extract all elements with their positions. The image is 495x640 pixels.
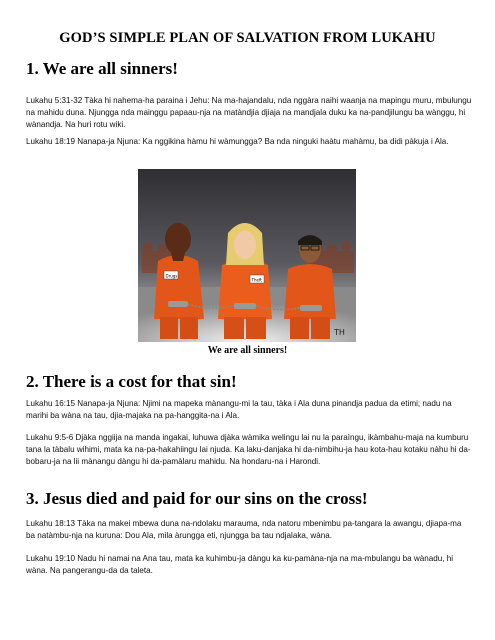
section-2-heading: 2. There is a cost for that sin! — [26, 372, 237, 391]
svg-text:Theft: Theft — [251, 277, 262, 283]
section-1-heading: 1. We are all sinners! — [26, 59, 178, 78]
section-1-paragraph-2: Lukahu 18:19 Nanapa-ja Njuna: Ka nggikina hàmu hi wàmungga? Ba nda ninguki haàtu mahàmu, ba didi pàkuja i Ala. — [26, 137, 449, 146]
section-3-heading: 3. Jesus died and paid for our sins on the cross! — [26, 489, 368, 508]
section-2-paragraph-2: Lukahu 9:5-6 Djàka nggiija na manda ingakai, luhuwa djàka wàmika welingu lai nu la paraìngu, ikàmbahu-maja na kumburu tana la tàbalu wihimi, mata ka na-pa-hakahiingu lai njuda. Ka laku-danjaka hi da-nimbihu-ja hau kota-hau kotaku nàhu hi da-bobaru-ja na lii mànangu dàngu hi da-pamàlaru mahidu. Na hondaru-na i Harondi. — [26, 433, 471, 467]
figure-caption: We are all sinners! — [207, 345, 288, 356]
page-title: GOD’S SIMPLE PLAN OF SALVATION FROM LUKAHU — [59, 30, 436, 46]
illustration-artwork — [138, 169, 356, 342]
svg-text:Drugs: Drugs — [165, 273, 178, 279]
section-2-paragraph-1: Lukahu 16:15 Nanapa-ja Njuna: Njimi na mapeka mànangu-mi la tau, tàka i Ala duna pinandja padua da etimi; nadu na marihi ba wàna na tau, djia-majaka na pa-hanggita-na i Ala. — [26, 399, 452, 421]
prisoners-illustration — [138, 169, 356, 342]
section-1-paragraph-1: Lukahu 5:31-32 Tàka hi nahema-ha paraina i Jehu: Na ma-hajandalu, nda nggàra naihi waanja na mapingu muru, mbulungu na mahidu duna. Njungga nda mainggu papaau-nja na matàndjia djiaja na mandjala duku ka na-pandjilungu ba wànggu, hi wànandja. Na huri rotu wiki. — [26, 96, 472, 130]
artist-signature: TH — [334, 328, 345, 337]
section-3-paragraph-2: Lukahu 19:10 Nadu hi namai na Ana tau, mata ka kuhimbu-ja dàngu ka ku-pamàna-nja na ma-mbulangu ba wànadu, hi wàna. Na pangerangu-da da taleta. — [26, 554, 454, 576]
section-3-paragraph-1: Lukahu 18:13 Tàka na makei mbewa duna na-ndolaku marauma, nda natoru mbenimbu pa-tangara la awangu, djiapa-ma ba natàmbu-nja na kuruna: Dou Ala, mila àrungga eti, njungga ba tau ndjalaka, wàna. — [26, 519, 462, 541]
